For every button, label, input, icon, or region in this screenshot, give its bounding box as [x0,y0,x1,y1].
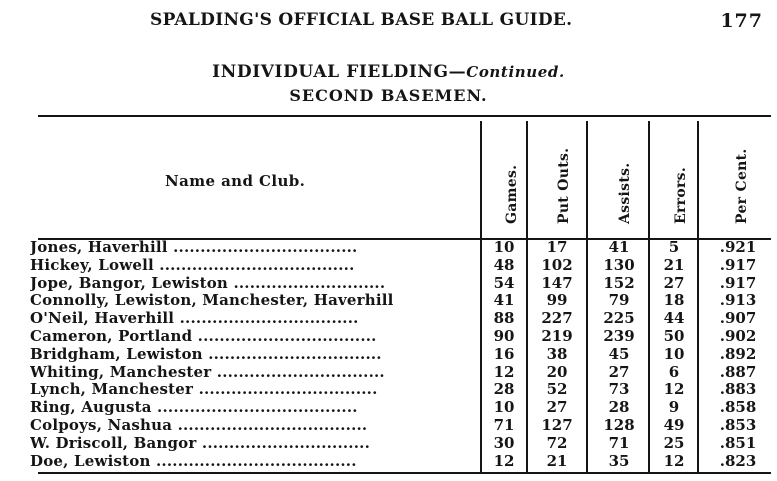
cell-per-cent: .907 [719,309,757,328]
cell-put-outs: 27 [546,398,568,417]
column-header-label: Put Outs. [556,147,572,224]
page-number: 177 [720,10,763,32]
cell-assists: 28 [608,398,630,417]
cell-games: 71 [493,415,515,434]
cell-assists: 225 [603,309,635,328]
column-header-label: Assists. [617,162,633,224]
player-name: O'Neil, Haverhill ................................. [30,310,359,328]
cell-errors: 12 [663,380,685,399]
column-header-errors [645,124,701,236]
cell-put-outs: 99 [546,291,568,310]
cell-games: 10 [493,398,515,417]
cell-per-cent: .823 [719,451,757,470]
cell-errors: 12 [663,451,685,470]
cell-assists: 45 [608,344,630,363]
player-name: Hickey, Lowell .................................... [30,256,355,274]
cell-put-outs: 20 [546,362,568,381]
cell-put-outs: 21 [546,451,568,470]
cell-games: 88 [493,309,515,328]
player-name: Lynch, Manchester ................................. [30,381,378,399]
cell-per-cent: .902 [719,326,757,345]
table-row [30,381,775,399]
table-row [30,310,775,328]
cell-errors: 50 [663,326,685,345]
cell-assists: 27 [608,362,630,381]
cell-per-cent: .858 [719,398,757,417]
running-head: SPALDING'S OFFICIAL BASE BALL GUIDE. [150,10,573,30]
cell-errors: 44 [663,309,685,328]
cell-assists: 41 [608,238,630,256]
cell-per-cent: .883 [719,380,757,399]
column-header-label: Errors. [673,167,689,224]
cell-games: 12 [493,451,515,470]
cell-per-cent: .853 [719,415,757,434]
cell-per-cent: .917 [719,255,757,274]
player-name: W. Driscoll, Bangor ............................... [30,434,370,452]
cell-games: 16 [493,344,515,363]
cell-assists: 239 [603,326,635,345]
cell-put-outs: 72 [546,433,568,452]
cell-games: 48 [493,255,515,274]
name-column-header: Name and Club. [165,172,306,190]
cell-per-cent: .887 [719,362,757,381]
cell-errors: 25 [663,433,685,452]
cell-put-outs: 102 [541,255,573,274]
player-name: Whiting, Manchester ............................... [30,363,385,381]
cell-games: 90 [493,326,515,345]
cell-put-outs: 52 [546,380,568,399]
cell-errors: 9 [668,398,680,417]
cell-assists: 73 [608,380,630,399]
column-header-assists [589,124,645,236]
cell-per-cent: .917 [719,273,757,292]
cell-put-outs: 38 [546,344,568,363]
cell-errors: 21 [663,255,685,274]
table-row [30,399,775,417]
table-row [30,453,775,471]
cell-put-outs: 127 [541,415,573,434]
cell-assists: 79 [608,291,630,310]
player-name: Ring, Augusta ..................................... [30,399,358,417]
table-row [30,435,775,453]
table-row [30,257,775,275]
cell-put-outs: 147 [541,273,573,292]
player-name: Bridgham, Lewiston ................................ [30,345,382,363]
cell-assists: 128 [603,415,635,434]
cell-assists: 35 [608,451,630,470]
player-name: Jones, Haverhill .................................. [30,239,358,256]
cell-put-outs: 219 [541,326,573,345]
table-row [30,346,775,364]
cell-games: 41 [493,291,515,310]
table-row [30,239,775,257]
column-header-per-cent [706,124,762,236]
section-subtitle: SECOND BASEMEN. [289,86,488,105]
cell-games: 30 [493,433,515,452]
cell-assists: 130 [603,255,635,274]
table-row [30,328,775,346]
section-title [0,62,777,82]
cell-put-outs: 227 [541,309,573,328]
table-row [30,364,775,382]
cell-games: 28 [493,380,515,399]
column-header-label: Games. [504,164,520,224]
cell-per-cent: .921 [719,238,757,256]
cell-errors: 27 [663,273,685,292]
table-bottom-rule [38,472,771,474]
cell-games: 10 [493,238,515,256]
player-name: Connolly, Lewiston, Manchester, Haverhill [30,292,394,310]
cell-errors: 10 [663,344,685,363]
cell-games: 54 [493,273,515,292]
cell-errors: 49 [663,415,685,434]
player-name: Colpoys, Nashua ................................... [30,416,368,434]
cell-put-outs: 17 [546,238,568,256]
column-header-put-outs [528,124,584,236]
cell-per-cent: .851 [719,433,757,452]
table-row [30,275,775,293]
cell-errors: 18 [663,291,685,310]
table-row [30,417,775,435]
column-header-games [476,124,532,236]
player-name: Jope, Bangor, Lewiston ............................ [30,274,386,292]
player-name: Doe, Lewiston ..................................... [30,452,357,470]
section-title-text: INDIVIDUAL FIELDING— [212,62,467,82]
player-name: Cameron, Portland ................................. [30,327,377,345]
cell-assists: 71 [608,433,630,452]
cell-per-cent: .892 [719,344,757,363]
table-top-rule [38,115,771,117]
cell-errors: 6 [668,362,680,381]
table-body [30,239,775,470]
cell-assists: 152 [603,273,635,292]
table-row [30,292,775,310]
section-title-continued: Continued. [466,63,565,81]
cell-errors: 5 [668,238,680,256]
cell-games: 12 [493,362,515,381]
cell-per-cent: .913 [719,291,757,310]
column-header-label: Per Cent. [734,148,750,224]
